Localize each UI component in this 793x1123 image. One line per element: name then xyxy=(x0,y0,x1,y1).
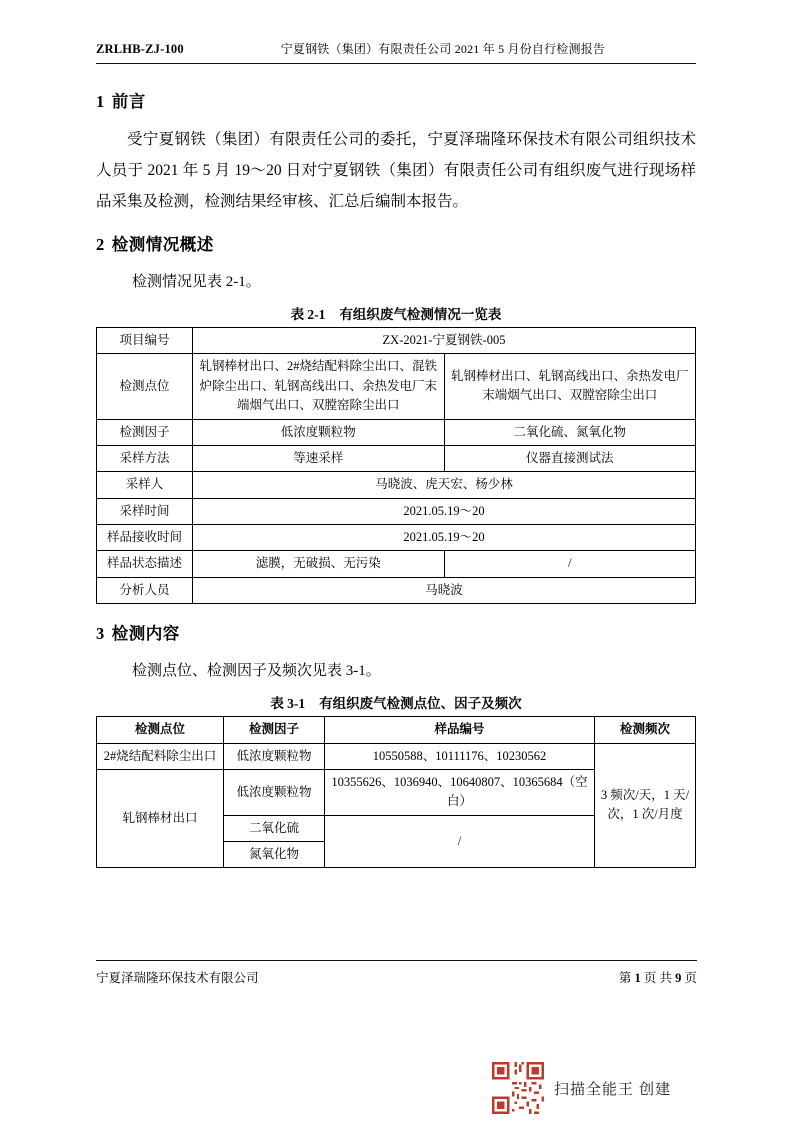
section-2-title: 检测情况概述 xyxy=(111,235,214,254)
table-row xyxy=(97,498,696,524)
document-code: ZRLHB-ZJ-100 xyxy=(96,42,184,56)
row-value: ZX-2021-宁夏钢铁-005 xyxy=(193,328,696,354)
table-row xyxy=(97,577,696,603)
cell-factor: 低浓度颗粒物 xyxy=(224,743,325,769)
section-2-number: 2 xyxy=(96,235,105,254)
table-2-1-caption-number: 表 2-1 xyxy=(290,307,326,322)
row-value-2: / xyxy=(444,551,696,577)
page-mid: 页 共 xyxy=(643,971,672,985)
page-prefix: 第 xyxy=(618,971,632,985)
table-3-1-caption-text: 有组织废气检测点位、因子及频次 xyxy=(319,696,522,712)
qr-code-icon xyxy=(492,1062,544,1114)
section-3-heading xyxy=(96,620,696,644)
table-row xyxy=(97,419,696,445)
row-value: 2021.05.19～20 xyxy=(193,498,696,524)
scan-watermark-label: 扫描全能王 创建 xyxy=(554,1080,672,1098)
row-label: 项目编号 xyxy=(97,328,193,354)
table-row xyxy=(97,472,696,498)
row-value: 2021.05.19～20 xyxy=(193,525,696,551)
table-row xyxy=(97,328,696,354)
table-2-1-caption xyxy=(96,303,696,323)
row-label: 检测点位 xyxy=(97,354,193,419)
row-label: 样品接收时间 xyxy=(97,525,193,551)
row-value-1: 等速采样 xyxy=(193,445,445,471)
section-1-title: 前言 xyxy=(111,92,146,111)
table-2-1-caption-text: 有组织废气检测情况一览表 xyxy=(339,307,502,322)
row-value-1: 轧钢棒材出口、2#烧结配料除尘出口、混铁炉除尘出口、轧钢高线出口、余热发电厂末端烟气出口、双膛窑除尘出口 xyxy=(193,354,445,419)
section-3-lead: 检测点位、检测因子及频次见表 3-1。 xyxy=(132,663,381,680)
table-row xyxy=(97,525,696,551)
row-value-1: 低浓度颗粒物 xyxy=(193,419,445,445)
cell-point: 轧钢棒材出口 xyxy=(97,769,224,868)
row-label: 采样时间 xyxy=(97,498,193,524)
section-2-lead: 检测情况见表 2-1。 xyxy=(132,274,261,290)
page-header xyxy=(96,40,696,61)
cell-sample: 10550588、10111176、10230562 xyxy=(325,743,595,769)
column-header-frequency: 检测频次 xyxy=(595,717,696,743)
row-label: 分析人员 xyxy=(97,577,193,603)
column-header-point: 检测点位 xyxy=(97,717,224,743)
header-divider xyxy=(96,63,696,64)
table-row xyxy=(97,743,696,769)
table-row xyxy=(97,551,696,577)
row-label: 采样人 xyxy=(97,472,193,498)
cell-factor: 氮氧化物 xyxy=(224,842,325,868)
page-content xyxy=(96,40,696,868)
page-footer xyxy=(96,960,697,986)
cell-factor: 二氧化硫 xyxy=(224,815,325,841)
page-current: 1 xyxy=(634,971,641,985)
cell-sample: / xyxy=(325,815,595,868)
section-1-number: 1 xyxy=(96,92,105,111)
footer-company: 宁夏泽瑞隆环保技术有限公司 xyxy=(96,971,259,985)
table-2-1 xyxy=(96,327,696,604)
cell-frequency: 3 频次/天，1 天/次，1 次/月度 xyxy=(595,743,696,868)
row-value-1: 滤膜，无破损、无污染 xyxy=(193,551,445,577)
table-3-1-caption xyxy=(96,692,696,712)
cell-factor: 低浓度颗粒物 xyxy=(224,769,325,815)
scan-watermark xyxy=(492,1062,671,1114)
table-header-row xyxy=(97,717,696,743)
table-row xyxy=(97,354,696,419)
section-1-heading xyxy=(96,88,696,112)
section-2-heading xyxy=(96,231,696,255)
table-3-1 xyxy=(96,716,696,868)
section-3-number: 3 xyxy=(96,624,105,644)
row-label: 样品状态描述 xyxy=(97,551,193,577)
row-value-2: 仪器直接测试法 xyxy=(444,445,696,471)
column-header-sample: 样品编号 xyxy=(325,717,595,743)
cell-sample: 10355626、1036940、10640807、10365684（空白） xyxy=(325,769,595,815)
row-label: 检测因子 xyxy=(97,419,193,445)
row-value: 马晓波 xyxy=(193,577,696,603)
page-total: 9 xyxy=(675,971,682,985)
page-suffix: 页 xyxy=(684,971,697,985)
row-value: 马晓波、虎天宏、杨少林 xyxy=(193,472,696,498)
page-number xyxy=(619,968,697,986)
row-label: 采样方法 xyxy=(97,445,193,471)
section-3-title: 检测内容 xyxy=(111,624,180,644)
column-header-factor: 检测因子 xyxy=(224,717,325,743)
table-3-1-caption-number: 表 3-1 xyxy=(270,696,306,712)
table-row xyxy=(97,445,696,471)
section-1-paragraph: 受宁夏钢铁（集团）有限责任公司的委托，宁夏泽瑞隆环保技术有限公司组织技术人员于 2021 年 5 月 19～20 日对宁夏钢铁（集团）有限责任公司有组织废气进行现场样品采集及检测，检测结果经审核、汇总后编制本报告。 xyxy=(96,131,696,210)
row-value-2: 轧钢棒材出口、轧钢高线出口、余热发电厂末端烟气出口、双膛窑除尘出口 xyxy=(444,354,696,419)
row-value-2: 二氧化硫、氮氧化物 xyxy=(444,419,696,445)
cell-point: 2#烧结配料除尘出口 xyxy=(97,743,224,769)
document-running-title: 宁夏钢铁（集团）有限责任公司 2021 年 5 月份自行检测报告 xyxy=(280,42,606,56)
